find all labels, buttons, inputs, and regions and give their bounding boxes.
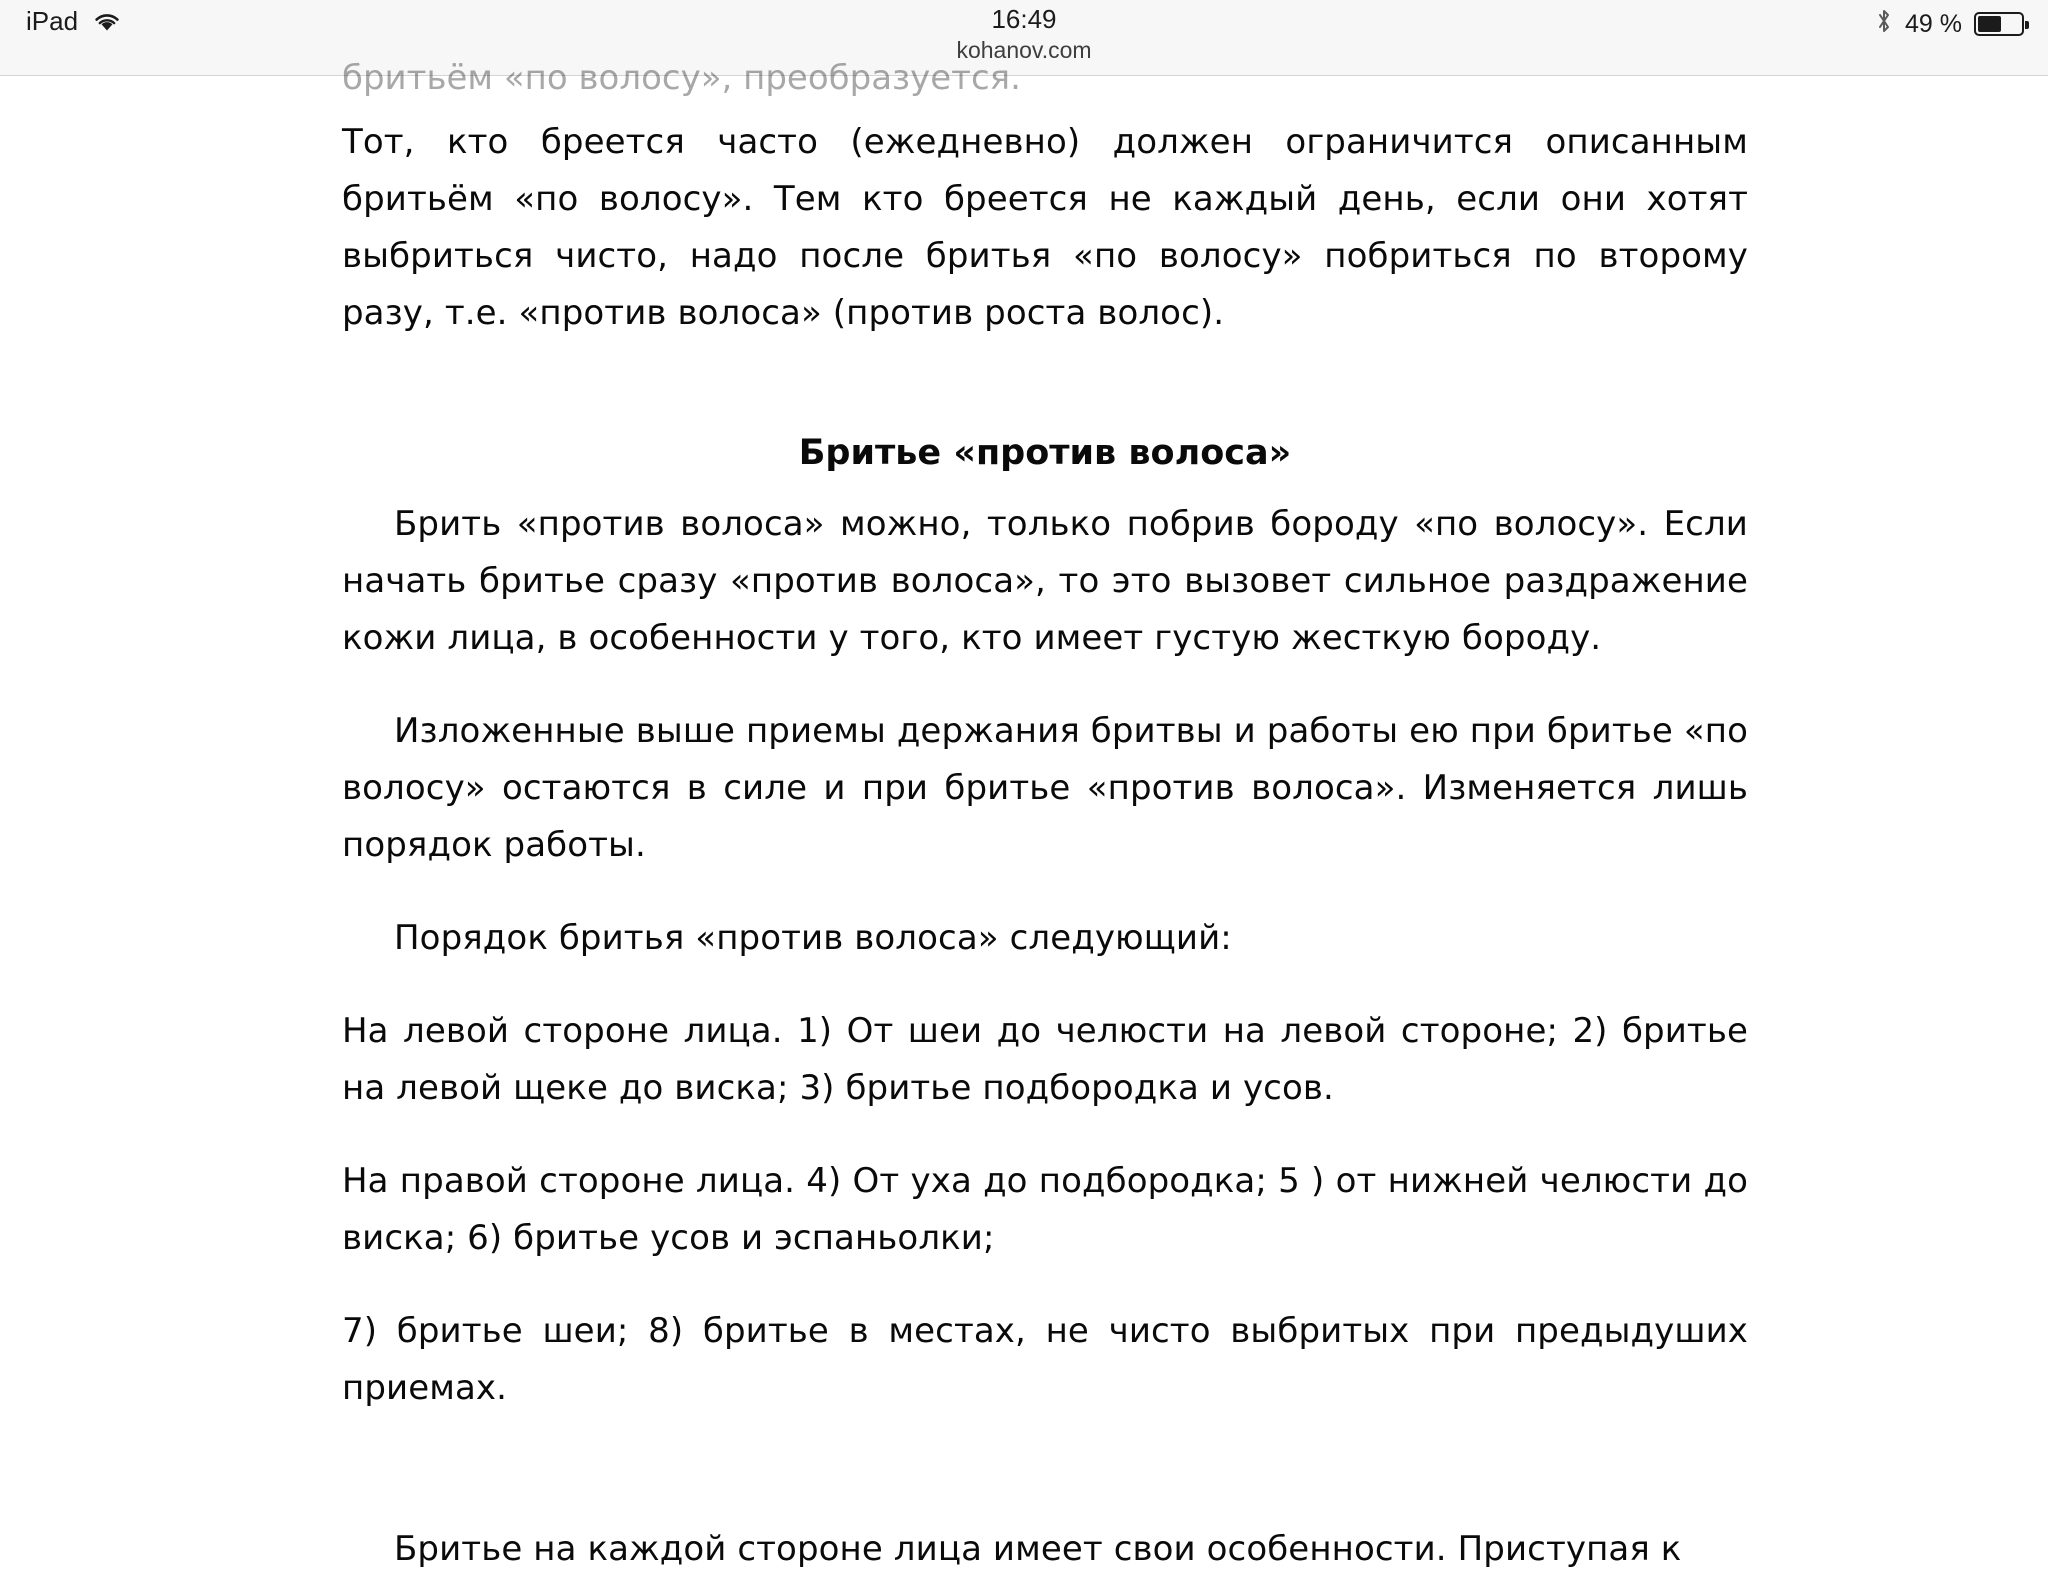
spacer-6 xyxy=(342,1267,1748,1303)
battery-icon xyxy=(1974,12,2024,36)
battery-percent-label: 49 % xyxy=(1905,9,1962,38)
paragraph-6: На правой стороне лица. 4) От уха до подбородка; 5 ) от нижней челюсти до виска; 6) бритье усов и эспаньолки; xyxy=(342,1161,1748,1258)
spacer-after-heading xyxy=(342,478,1748,496)
page-url-label[interactable]: kohanov.com xyxy=(956,37,1092,63)
wifi-icon xyxy=(92,11,122,33)
spacer-2 xyxy=(342,667,1748,703)
clipped-line-text: бритьём «по волосу», преобразуется. xyxy=(342,58,1021,98)
battery-fill xyxy=(1978,16,2001,32)
bluetooth-icon xyxy=(1875,8,1893,40)
paragraph-7: 7) бритье шеи; 8) бритье в местах, не чисто выбритых при предыдуших приемах. xyxy=(342,1311,1748,1408)
spacer-before-heading xyxy=(342,342,1748,428)
status-bar-left xyxy=(26,6,122,37)
paragraph-3: Изложенные выше приемы держания бритвы и работы ею при бритье «по волосу» остаются в силе и при бритье «против волоса». Изменяется лишь порядок работы. xyxy=(342,711,1748,865)
paragraph-4: Порядок бритья «против волоса» следующий: xyxy=(394,918,1232,958)
clipped-previous-line xyxy=(342,58,1748,110)
status-bar-right xyxy=(1875,8,2024,40)
paragraph-8-wrapper xyxy=(342,1521,1748,1577)
document-page xyxy=(38,58,2010,1569)
document-viewport[interactable] xyxy=(0,58,2048,1569)
paragraph-1: Тот, кто бреется часто (ежедневно) должен ограничится описанным бритьём «по волосу». Тем кто бреется не каждый день, если они хотят выбриться чисто, надо после бритья «по волосу» побриться по второму разу, т.е. «против волоса» (против роста волос). xyxy=(342,122,1748,333)
spacer-5 xyxy=(342,1117,1748,1153)
paragraph-2: Брить «против волоса» можно, только побрив бороду «по волосу». Если начать бритье сразу «против волоса», то это вызовет сильное раздражение кожи лица, в особенности у того, кто имеет густую жесткую бороду. xyxy=(342,504,1748,658)
paragraph-5: На левой стороне лица. 1) От шеи до челюсти на левой стороне; 2) бритье на левой щеке до виска; 3) бритье подбородка и усов. xyxy=(342,1011,1748,1108)
spacer-4 xyxy=(342,967,1748,1003)
carrier-label: iPad xyxy=(26,6,79,36)
section-heading: Бритье «против волоса» xyxy=(798,433,1292,473)
page-edge-right xyxy=(2009,76,2048,1536)
spacer-7 xyxy=(342,1417,1748,1521)
spacer-3 xyxy=(342,874,1748,910)
paragraph-8: Бритье на каждой стороне лица имеет свои особенности. Приступая к xyxy=(394,1529,1682,1569)
clock-label: 16:49 xyxy=(991,4,1057,34)
page-edge-left xyxy=(0,76,39,1536)
